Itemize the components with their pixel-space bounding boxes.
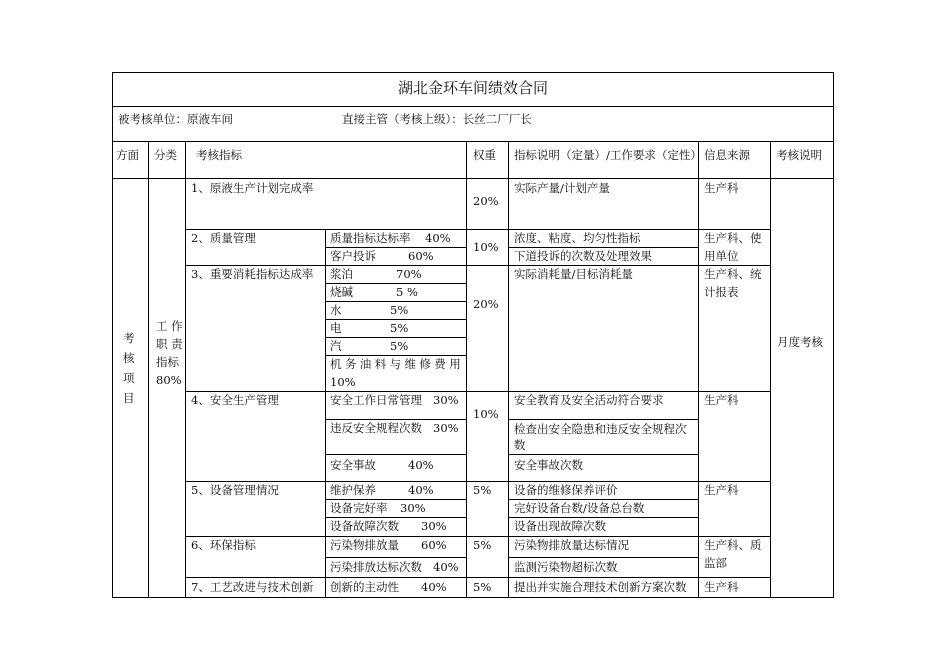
sub-value: 30% <box>421 519 447 533</box>
sub-value: 60% <box>408 249 434 263</box>
aspect-char: 项 <box>123 371 135 385</box>
desc-text: 浓度、粘度、均匀性指标 <box>514 231 641 245</box>
sub-label: 污染物排放量 <box>330 538 399 552</box>
indicator-item: 4、安全生产管理 <box>191 393 279 407</box>
sub-label: 设备故障次数 <box>330 519 399 533</box>
desc-text: 提出并实施合理技术创新方案次数 <box>514 580 687 594</box>
sub-label: 浆泊 <box>330 267 353 281</box>
col-line-2 <box>185 141 186 598</box>
category-line: 指标 <box>156 355 179 369</box>
sub-value: 40% <box>421 580 447 594</box>
source-text: 生产科 <box>704 393 739 407</box>
sub-value: 5% <box>390 339 409 353</box>
aspect-char: 核 <box>123 351 135 365</box>
source-text: 生产科 <box>704 181 739 195</box>
desc-text: 设备出现故障次数 <box>514 519 606 533</box>
divider-info <box>112 141 834 142</box>
desc-text: 数 <box>514 438 526 452</box>
sub-value: 40% <box>425 231 451 245</box>
sub-label: 汽 <box>330 339 342 353</box>
source-text: 监部 <box>704 556 727 570</box>
col-line-weight-right <box>508 141 509 598</box>
contract-sheet <box>112 72 834 598</box>
indicator-item: 7、工艺改进与技术创新 <box>191 580 314 594</box>
sub-value: 5% <box>390 303 409 317</box>
sub-value: 40% <box>433 560 459 574</box>
indicator-item: 5、设备管理情况 <box>191 483 279 497</box>
source-text: 生产科、统 <box>704 267 762 281</box>
desc-text: 下道投诉的次数及处理效果 <box>514 249 652 263</box>
desc-text: 污染物排放量达标情况 <box>514 538 629 552</box>
sub-label: 设备完好率 <box>330 501 388 515</box>
desc-text: 实际消耗量/目标消耗量 <box>514 267 633 281</box>
sub-value: 30% <box>400 501 426 515</box>
weight-value: 10% <box>473 240 499 254</box>
indicator-item: 6、环保指标 <box>191 538 256 552</box>
source-text: 生产科、质 <box>704 538 762 552</box>
direct-supervisor: 直接主管（考核上级）：长丝二厂厂长 <box>342 112 532 126</box>
sub-line <box>325 454 467 455</box>
desc-text: 检查出安全隐患和违反安全规程次 <box>514 422 687 436</box>
col-line-source-left <box>698 141 699 598</box>
desc-text: 设备的维修保养评价 <box>514 483 618 497</box>
aspect-char: 目 <box>123 391 135 405</box>
aspect-char: 考 <box>123 331 135 345</box>
desc-text: 安全事故次数 <box>514 458 583 472</box>
indicator-item: 3、重要消耗指标达成率 <box>191 267 314 281</box>
weight-value: 20% <box>473 194 499 208</box>
weight-value: 20% <box>473 297 499 311</box>
sub-label: 违反安全规程次数 <box>330 421 422 435</box>
col-line-sub <box>325 229 326 598</box>
category-line: 80% <box>156 373 182 387</box>
source-text: 生产科 <box>704 580 739 594</box>
category-line: 工 作 <box>156 319 183 333</box>
desc-text: 安全教育及安全活动符合要求 <box>514 393 664 407</box>
sub-label: 安全事故 <box>330 458 376 472</box>
sub-value: 30% <box>433 421 459 435</box>
category-line: 职 责 <box>156 337 183 351</box>
row-sep-1 <box>185 229 771 230</box>
indicator-item: 1、原液生产计划完成率 <box>191 181 314 195</box>
header-desc: 指标说明（定量）/工作要求（定性） <box>514 148 702 162</box>
header-remark: 考核说明 <box>776 148 822 162</box>
contract-title: 湖北金环车间绩效合同 <box>397 79 548 97</box>
header-source: 信息来源 <box>704 148 750 162</box>
sub-label: 创新的主动性 <box>330 580 399 594</box>
sub-value: 10% <box>330 375 356 389</box>
sub-label: 烧碱 <box>330 285 353 299</box>
sub-value: 30% <box>433 393 459 407</box>
sub-value: 60% <box>421 538 447 552</box>
desc-line <box>508 454 699 455</box>
desc-text: 完好设备台数/设备总台数 <box>514 501 645 515</box>
sub-label: 安全工作日常管理 <box>330 393 422 407</box>
header-aspect: 方面 <box>116 148 139 162</box>
sub-value: 70% <box>396 267 422 281</box>
assessed-unit: 被考核单位：原液车间 <box>118 112 233 126</box>
weight-value: 5% <box>473 538 492 552</box>
header-weight: 权重 <box>473 148 496 162</box>
sub-label: 客户投诉 <box>330 249 376 263</box>
sub-label: 水 <box>330 303 342 317</box>
header-indicator: 考核指标 <box>196 148 242 162</box>
border-top <box>112 72 834 73</box>
sub-label: 质量指标达标率 <box>330 231 411 245</box>
sub-label: 电 <box>330 321 342 335</box>
weight-value: 10% <box>473 407 499 421</box>
col-line-1 <box>148 141 149 598</box>
source-text: 用单位 <box>704 249 739 263</box>
remark-value: 月度考核 <box>777 335 823 349</box>
source-text: 生产科、使 <box>704 231 762 245</box>
source-text: 生产科 <box>704 483 739 497</box>
weight-value: 5% <box>473 483 492 497</box>
sub-label: 污染排放达标次数 <box>330 560 422 574</box>
border-right <box>833 72 834 598</box>
border-left <box>112 72 113 598</box>
col-line-remark-left <box>770 141 771 598</box>
source-text: 计报表 <box>704 285 739 299</box>
sub-value: 5% <box>390 321 409 335</box>
sub-value: 40% <box>408 483 434 497</box>
border-bottom <box>112 597 834 598</box>
desc-text: 实际产量/计划产量 <box>514 181 610 195</box>
sub-label: 机务油料与维修费用 <box>330 357 465 371</box>
sub-value: 40% <box>408 458 434 472</box>
sub-value: 5 % <box>396 285 418 299</box>
header-category: 分类 <box>154 148 177 162</box>
indicator-item: 2、质量管理 <box>191 231 256 245</box>
weight-value: 5% <box>473 580 492 594</box>
divider-title <box>112 106 834 107</box>
col-line-weight-left <box>466 141 467 598</box>
sub-label: 维护保养 <box>330 483 376 497</box>
desc-text: 监测污染物超标次数 <box>514 560 618 574</box>
